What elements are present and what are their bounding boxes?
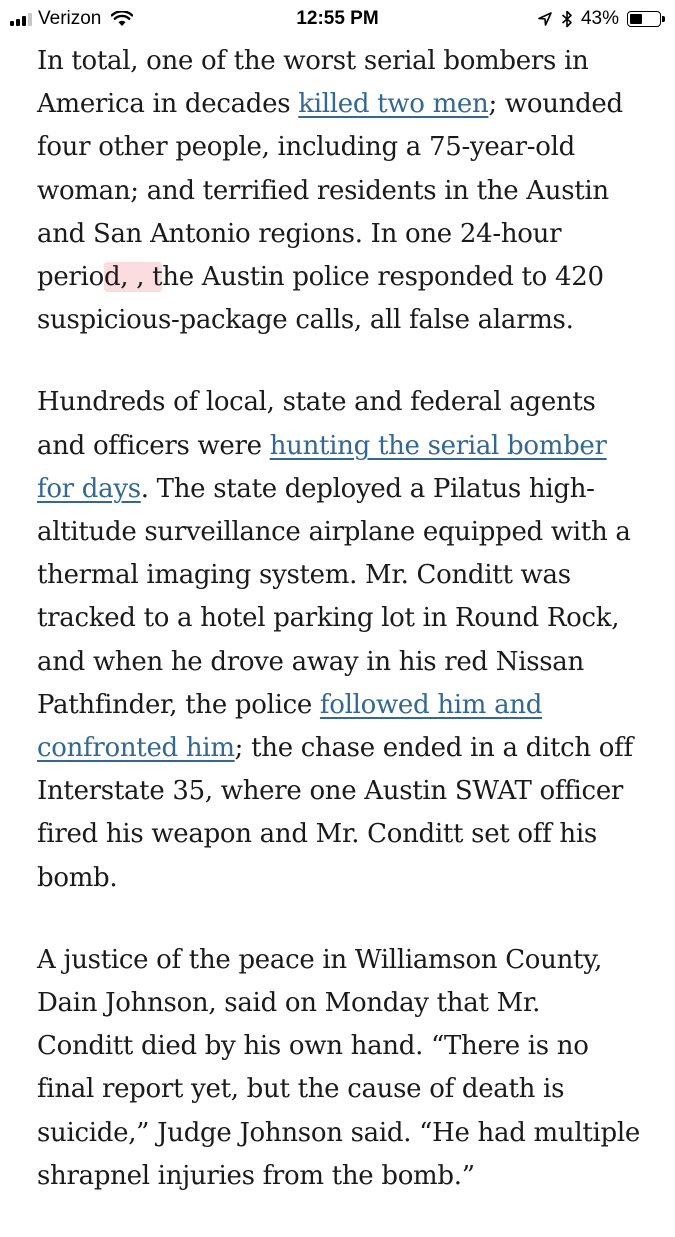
bluetooth-icon [561, 10, 573, 28]
status-time: 12:55 PM [296, 8, 379, 29]
highlighted-text: d, , t [103, 262, 163, 293]
paragraph-1 [37, 40, 643, 342]
link-followed-and-confronted[interactable]: followed him and confronted him [37, 689, 543, 764]
status-bar [0, 0, 675, 38]
carrier-label: Verizon [38, 8, 102, 29]
paragraph-2-text-2: . The state deployed a Pilatus high-altitude surveillance airplane equipped with a thermal imaging system. Mr. Conditt was tracked to a hotel parking lot in Round Rock, and when he drove away in his red Nissan Pathfinder, the police [37, 473, 631, 720]
paragraph-2 [37, 381, 643, 899]
battery-level-fill [630, 14, 642, 24]
battery-icon [627, 11, 661, 27]
battery-percent: 43% [580, 8, 619, 29]
status-right [537, 8, 661, 30]
article-body [37, 40, 643, 1237]
paragraph-3 [37, 939, 643, 1198]
location-arrow-icon [537, 11, 553, 27]
paragraph-2-text-3: ; the chase ended in a ditch off Interstate 35, where one Austin SWAT officer fired his weapon and Mr. Conditt set off his bomb. [37, 733, 633, 893]
paragraph-1-text-2: ; wounded four other people, including a 75-year-old woman; and terrified residents in the Austin and San Antonio regions. In one 24-hour perio [37, 89, 623, 293]
paragraph-2-text-1: Hundreds of local, state and federal agents and officers were [37, 387, 596, 461]
link-hunting-serial-bomber[interactable]: hunting the serial bomber for days [37, 430, 607, 504]
paragraph-3-text-1: A justice of the peace in Williamson County, Dain Johnson, said on Monday that Mr. Conditt died by his own hand. “There is no final report yet, but the cause of death is suicide,” Judge Johnson said. “He had multiple shrapnel injuries from the bomb.” [37, 944, 640, 1191]
paragraph-1-text-3: he Austin police responded to 420 suspicious-package calls, all false alarms. [37, 262, 604, 336]
paragraph-1-text-1: In total, one of the worst serial bombers in America in decades [37, 46, 589, 120]
link-killed-two-men[interactable]: killed two men [298, 89, 489, 120]
